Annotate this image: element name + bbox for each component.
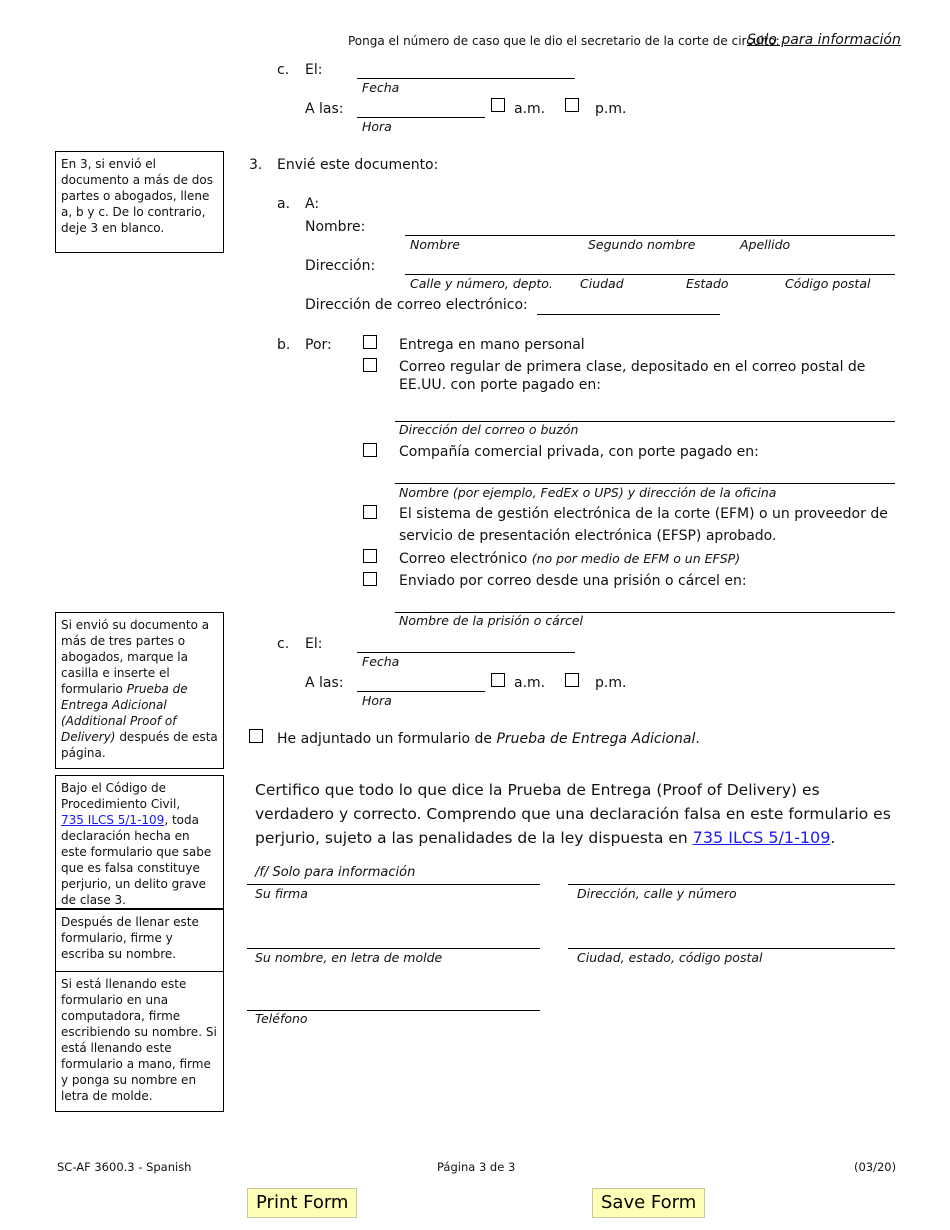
attach-text: He adjuntado un formulario de <box>277 731 497 747</box>
email-delivery-label <box>399 551 740 567</box>
section3-b-letter: b. <box>277 337 291 353</box>
section3-c-letter: c. <box>277 636 290 652</box>
address-caption-state: Estado <box>686 276 729 291</box>
delivery-at-label: A las: <box>305 675 344 691</box>
top-am-label: a.m. <box>514 101 546 117</box>
note2-text-a: Si envió su documento a más de tres partes o abogados, marque la casilla e inserte el formulario <box>61 618 210 696</box>
delivery-pm-checkbox[interactable] <box>565 673 579 687</box>
efm-label-2: servicio de presentación electrónica (EFSP) aprobado. <box>399 528 777 544</box>
note2-text-c: después de esta página. <box>61 730 218 760</box>
delivery-pm-label: p.m. <box>595 675 627 691</box>
name-caption-middle: Segundo nombre <box>588 237 696 252</box>
top-c-letter: c. <box>277 62 290 78</box>
certification-paragraph <box>255 778 895 850</box>
certification-end: . <box>830 829 836 847</box>
address-caption-street: Calle y número, depto. <box>410 276 553 291</box>
top-pm-checkbox[interactable] <box>565 98 579 112</box>
case-number-field[interactable]: Solo para información <box>747 32 901 48</box>
note2-form-name: Prueba de Entrega Adicional (Additional Proof of Delivery) <box>61 682 188 744</box>
sidebar-note-computer: Si está llenando este formulario en una computadora, firme escribiendo su nombre. Si está llenando este formulario a mano, firme y ponga su nombre en letra de molde. <box>55 971 224 1112</box>
private-carrier-label: Compañía comercial privada, con porte pagado en: <box>399 444 759 460</box>
certification-statute-link[interactable]: 735 ILCS 5/1-109 <box>692 828 831 847</box>
name-caption-last: Apellido <box>740 237 791 252</box>
attach-additional-checkbox[interactable] <box>249 729 263 743</box>
certification-text: Certifico que todo lo que dice la Prueba de Entrega (Proof of Delivery) es verdadero y correcto. Comprendo que una declaración falsa en este formulario es perjurio, sujeto a las penalidades de la ley dispuesta en <box>255 781 891 847</box>
delivery-time-caption: Hora <box>362 693 392 708</box>
efm-checkbox[interactable] <box>363 505 377 519</box>
city-state-zip-caption: Ciudad, estado, código postal <box>577 950 763 965</box>
recipient-address-field[interactable] <box>405 274 895 275</box>
recipient-name-field[interactable] <box>405 235 895 236</box>
private-carrier-checkbox[interactable] <box>363 443 377 457</box>
section3-a-letter: a. <box>277 196 291 212</box>
footer-page-number: Página 3 de 3 <box>437 1160 516 1174</box>
mail-location-caption: Dirección del correo o buzón <box>399 422 579 437</box>
section3-title: Envié este documento: <box>277 157 439 173</box>
note3-text-b: , toda declaración hecha en este formulario que sabe que es falsa constituye perjurio, un delito grave de clase 3. <box>61 813 212 907</box>
top-time-field[interactable] <box>357 117 485 118</box>
delivery-am-checkbox[interactable] <box>491 673 505 687</box>
email-delivery-text: Correo electrónico <box>399 551 528 567</box>
name-caption-first: Nombre <box>410 237 460 252</box>
top-date-field[interactable] <box>357 78 575 79</box>
signature-field[interactable] <box>247 884 540 885</box>
city-state-zip-field[interactable] <box>568 948 895 949</box>
top-am-checkbox[interactable] <box>491 98 505 112</box>
top-at-label: A las: <box>305 101 344 117</box>
case-number-prompt: Ponga el número de caso que le dio el secretario de la corte de circuito: <box>348 34 780 48</box>
attach-form-name: Prueba de Entrega Adicional <box>496 731 696 747</box>
prison-mail-label: Enviado por correo desde una prisión o cárcel en: <box>399 573 747 589</box>
signature-value[interactable]: /f/ Solo para información <box>255 865 416 880</box>
top-on-label: El: <box>305 62 323 78</box>
section3-a-label: A: <box>305 196 320 212</box>
sidebar-note-additional-proof <box>55 612 224 769</box>
attach-end: . <box>695 731 700 747</box>
prison-mail-checkbox[interactable] <box>363 572 377 586</box>
us-mail-checkbox[interactable] <box>363 358 377 372</box>
us-mail-label-2: EE.UU. con porte pagado en: <box>399 377 601 393</box>
printed-name-field[interactable] <box>247 948 540 949</box>
signature-caption: Su firma <box>255 886 308 901</box>
footer-revision-date: (03/20) <box>854 1160 897 1174</box>
phone-caption: Teléfono <box>255 1011 308 1026</box>
sidebar-note-section3: En 3, si envió el documento a más de dos partes o abogados, llene a, b y c. De lo contrario, deje 3 en blanco. <box>55 151 224 253</box>
note3-text-a: Bajo el Código de Procedimiento Civil, <box>61 781 181 811</box>
email-delivery-note: (no por medio de EFM o un EFSP) <box>531 551 741 566</box>
section3-number: 3. <box>249 157 263 173</box>
attach-additional-label <box>277 731 700 747</box>
sidebar-note-perjury <box>55 775 224 909</box>
delivery-time-field[interactable] <box>357 691 485 692</box>
recipient-name-label: Nombre: <box>305 219 366 235</box>
footer-form-id: SC-AF 3600.3 - Spanish <box>57 1160 192 1174</box>
note3-statute-link[interactable]: 735 ILCS 5/1-109 <box>61 813 165 827</box>
recipient-email-field[interactable] <box>537 314 720 315</box>
top-date-caption: Fecha <box>362 80 400 95</box>
delivery-on-label: El: <box>305 636 323 652</box>
sidebar-note-sign: Después de llenar este formulario, firme y escriba su nombre. <box>55 909 224 972</box>
hand-delivery-label: Entrega en mano personal <box>399 337 585 353</box>
street-address-caption: Dirección, calle y número <box>577 886 737 901</box>
print-form-button[interactable]: Print Form <box>247 1188 357 1218</box>
delivery-date-field[interactable] <box>357 652 575 653</box>
private-carrier-caption: Nombre (por ejemplo, FedEx o UPS) y dirección de la oficina <box>399 485 777 500</box>
top-time-caption: Hora <box>362 119 392 134</box>
street-address-field[interactable] <box>568 884 895 885</box>
prison-name-caption: Nombre de la prisión o cárcel <box>399 613 584 628</box>
private-carrier-field[interactable] <box>395 483 895 484</box>
hand-delivery-checkbox[interactable] <box>363 335 377 349</box>
recipient-email-label: Dirección de correo electrónico: <box>305 297 528 313</box>
efm-label-1: El sistema de gestión electrónica de la corte (EFM) o un proveedor de <box>399 506 888 522</box>
address-caption-city: Ciudad <box>580 276 624 291</box>
save-form-button[interactable]: Save Form <box>592 1188 705 1218</box>
address-caption-zip: Código postal <box>785 276 871 291</box>
us-mail-label-1: Correo regular de primera clase, depositado en el correo postal de <box>399 359 866 375</box>
delivery-date-caption: Fecha <box>362 654 400 669</box>
top-pm-label: p.m. <box>595 101 627 117</box>
printed-name-caption: Su nombre, en letra de molde <box>255 950 443 965</box>
delivery-am-label: a.m. <box>514 675 546 691</box>
email-delivery-checkbox[interactable] <box>363 549 377 563</box>
recipient-address-label: Dirección: <box>305 258 376 274</box>
delivery-method-label: Por: <box>305 337 332 353</box>
